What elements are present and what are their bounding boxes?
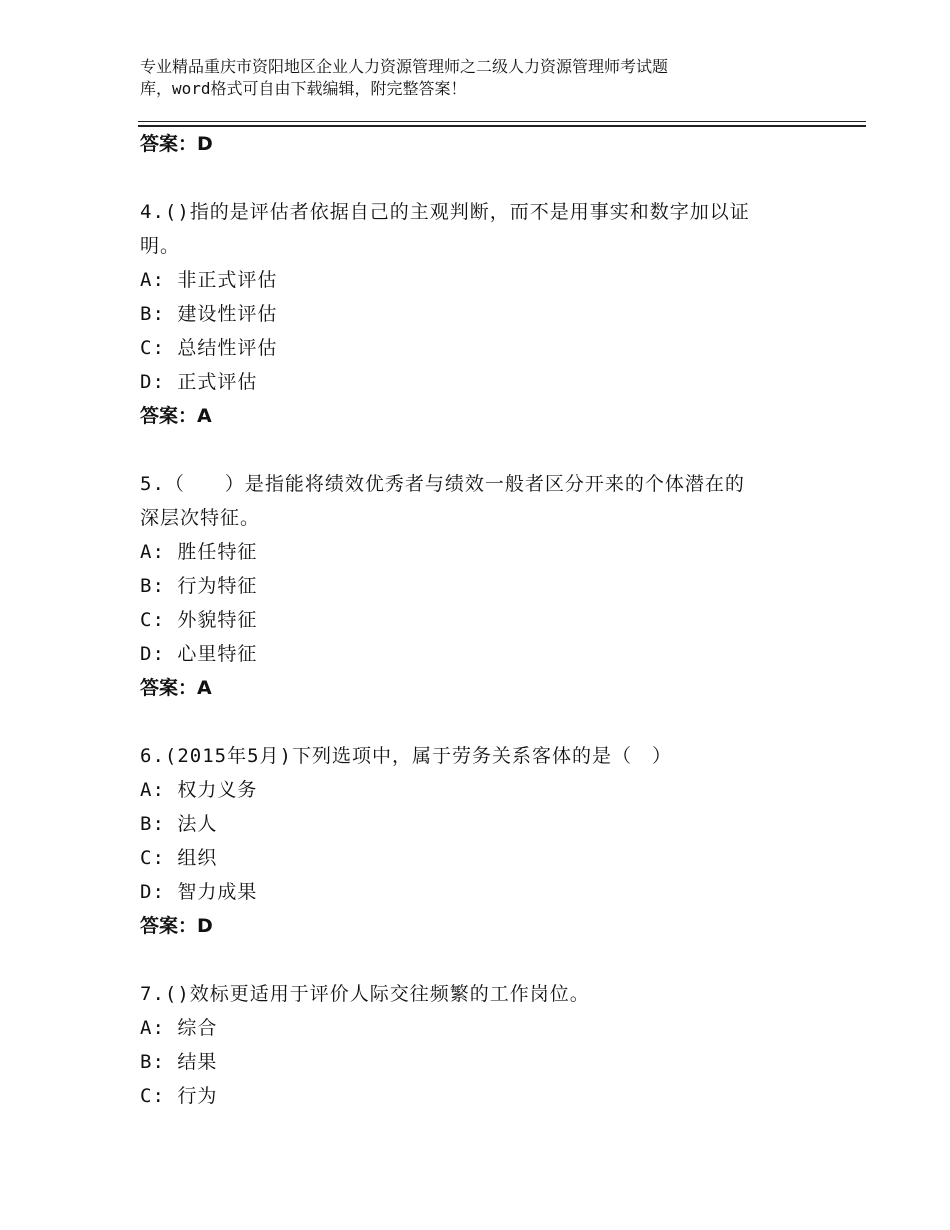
question-stem: 4.()指的是评估者依据自己的主观判断，而不是用事实和数字加以证	[140, 201, 750, 223]
question-6	[140, 739, 840, 943]
document-header	[140, 56, 780, 100]
answer-label: 答案：A	[140, 405, 212, 427]
option-b: B: 结果	[140, 1051, 218, 1073]
header-line-2: 库，word格式可自由下载编辑，附完整答案！	[140, 79, 467, 98]
option-c: C: 总结性评估	[140, 337, 278, 359]
option-b: B: 行为特征	[140, 575, 258, 597]
question-7	[140, 977, 840, 1113]
option-c: C: 行为	[140, 1085, 218, 1107]
option-a: A: 综合	[140, 1017, 218, 1039]
option-b: B: 建设性评估	[140, 303, 278, 325]
header-rule-thin	[138, 121, 866, 122]
answer-label: 答案：A	[140, 677, 212, 699]
question-list	[140, 127, 840, 1113]
question-stem-cont: 深层次特征。	[140, 507, 261, 529]
option-c: C: 组织	[140, 847, 218, 869]
option-d: D: 正式评估	[140, 371, 258, 393]
question-stem: 5.（ ）是指能将绩效优秀者与绩效一般者区分开来的个体潜在的	[140, 473, 745, 495]
question-5	[140, 467, 840, 705]
option-a: A: 胜任特征	[140, 541, 258, 563]
answer-label: 答案：D	[140, 133, 213, 155]
option-d: D: 心里特征	[140, 643, 258, 665]
question-stem: 7.()效标更适用于评价人际交往频繁的工作岗位。	[140, 983, 590, 1005]
question-4	[140, 195, 840, 433]
option-d: D: 智力成果	[140, 881, 258, 903]
question-stem-cont: 明。	[140, 235, 181, 257]
option-a: A: 权力义务	[140, 779, 258, 801]
header-line-1: 专业精品重庆市资阳地区企业人力资源管理师之二级人力资源管理师考试题	[140, 57, 669, 76]
answer-label: 答案：D	[140, 915, 213, 937]
option-a: A: 非正式评估	[140, 269, 278, 291]
question-stem: 6.(2015年5月)下列选项中，属于劳务关系客体的是（ ）	[140, 745, 672, 767]
option-b: B: 法人	[140, 813, 218, 835]
option-c: C: 外貌特征	[140, 609, 258, 631]
